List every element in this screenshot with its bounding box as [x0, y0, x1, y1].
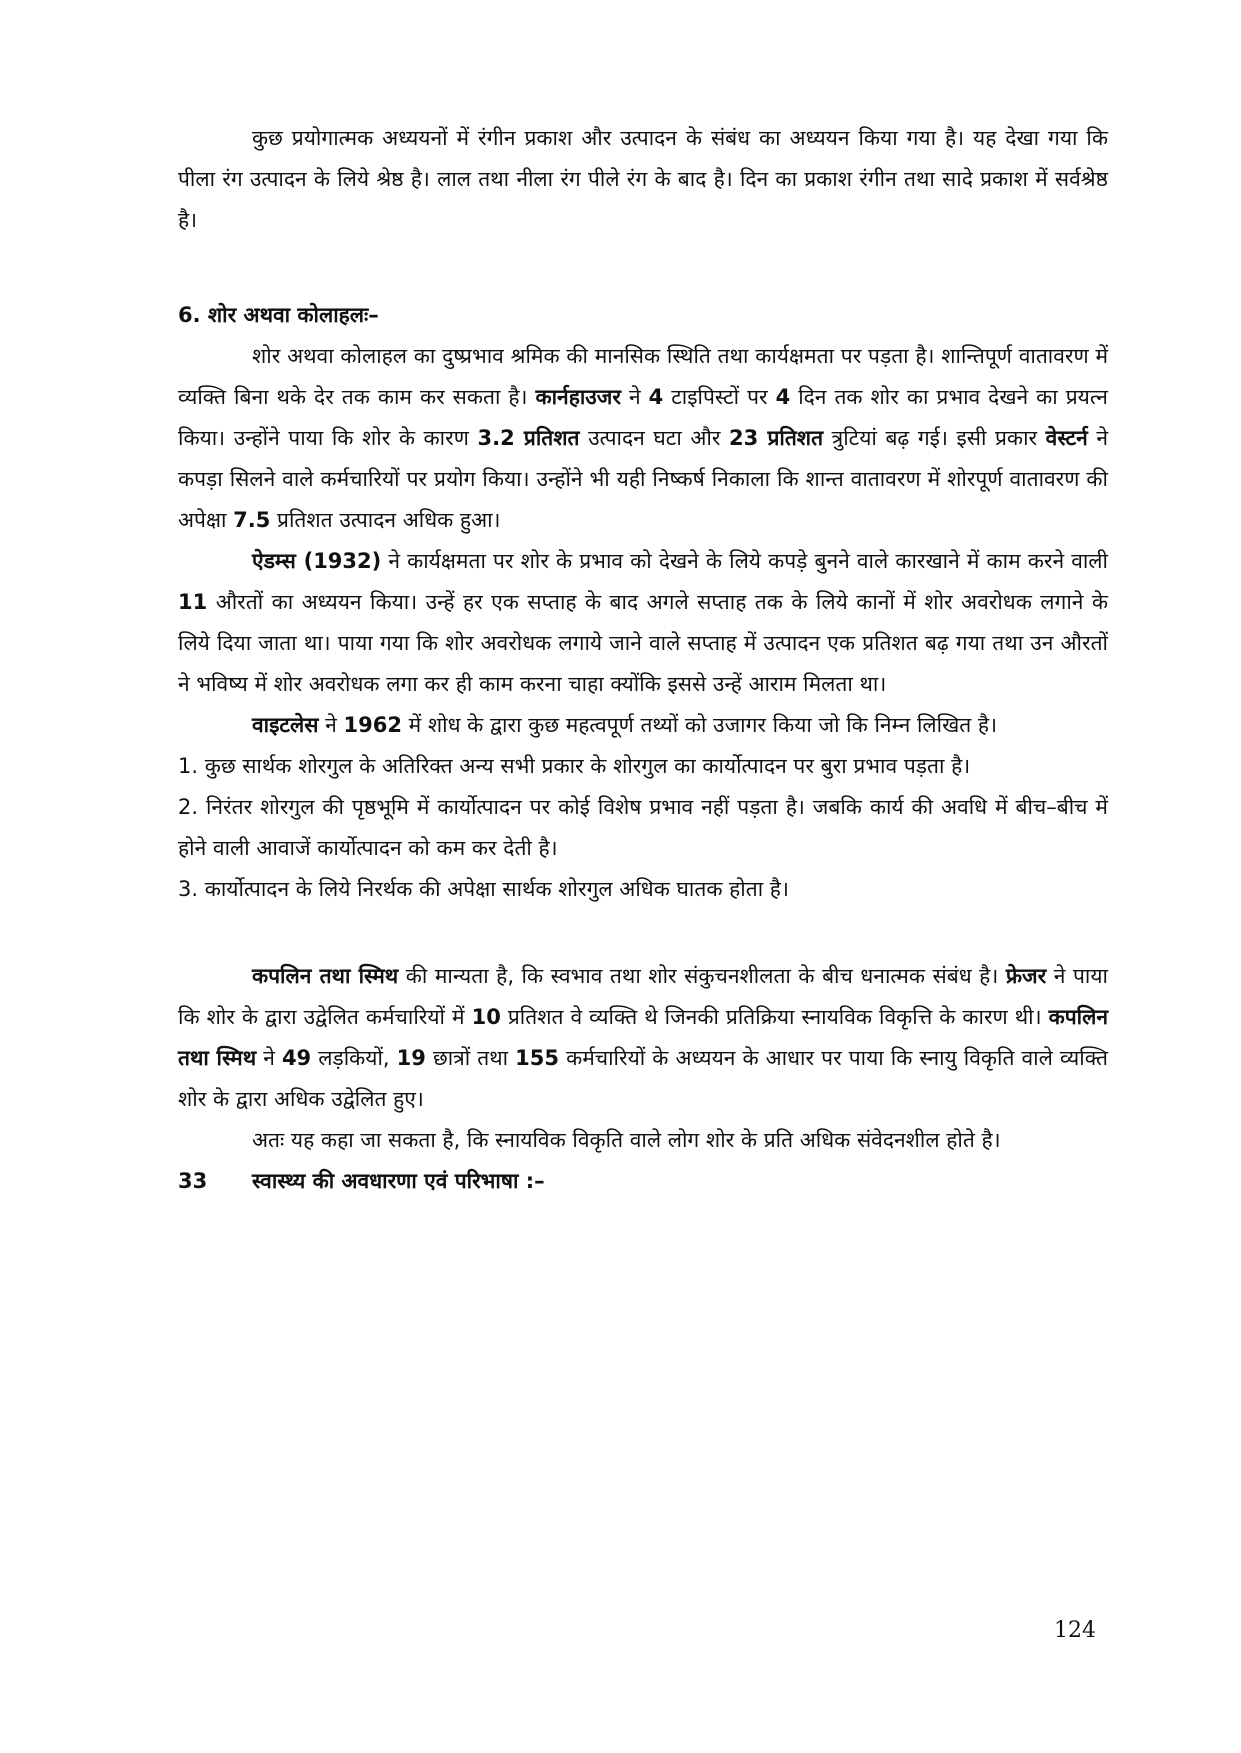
page-number: 124: [1054, 1618, 1096, 1643]
paragraph-colored-light: कुछ प्रयोगात्मक अध्ययनों में रंगीन प्रकाश और उत्पादन के संबंध का अध्ययन किया गया है। यह देखा गया कि पीला रंग उत्पादन के लिये श्रेष्ठ है। लाल तथा नीला रंग पीले रंग के बाद है। दिन का प्रकाश रंगीन तथा सादे प्रकाश में सर्वश्रेष्ठ है।: [178, 126, 1108, 232]
paragraph-noise-effects: शोर अथवा कोलाहल का दुष्प्रभाव श्रमिक की मानसिक स्थिति तथा कार्यक्षमता पर पड़ता है। शान्तिपूर्ण वातावरण में व्यक्ति बिना थके देर तक काम कर सकता है। कार्नहाउजर ने 4 टाइपिस्टों पर 4 दिन तक शोर का प्रभाव देखने का प्रयत्न किया। उन्होंने पाया कि शोर के कारण 3.2 प्रतिशत उत्पादन घटा और 23 प्रतिशत त्रुटियां बढ़ गई। इसी प्रकार वेस्टर्न ने कपड़ा सिलने वाले कर्मचारियों पर प्रयोग किया। उन्होंने भी यही निष्कर्ष निकाला कि शान्त वातावरण में शोरपूर्ण वातावरण की अपेक्षा 7.5 प्रतिशत उत्पादन अधिक हुआ।: [178, 344, 1108, 532]
bold-term: कपलिन तथा स्मिथ: [252, 964, 399, 988]
paragraph-whiteless-study: वाइटलेस ने 1962 में शोध के द्वारा कुछ महत्वपूर्ण तथ्यों को उजागर किया जो कि निम्न लिखित है।: [252, 713, 998, 737]
paragraph-adams-study: ऐडम्स (1932) ने कार्यक्षमता पर शोर के प्रभाव को देखने के लिये कपड़े बुनने वाले कारखाने में काम करने वाली 11 औरतों का अध्ययन किया। उन्हें हर एक सप्ताह के बाद अगले सप्ताह तक के लिये कानों में शोर अवरोधक लगाने के लिये दिया जाता था। पाया गया कि शोर अवरोधक लगाये जाने वाले सप्ताह में उत्पादन एक प्रतिशत बढ़ गया तथा उन औरतों ने भविष्य में शोर अवरोधक लगा कर ही काम करना चाहा क्योंकि इससे उन्हें आराम मिलता था।: [178, 549, 1108, 696]
paragraph-conclusion: अतः यह कहा जा सकता है, कि स्नायविक विकृति वाले लोग शोर के प्रति अधिक संवेदनशील होते है।: [252, 1128, 1001, 1152]
page-content: [178, 118, 1108, 1202]
paragraph-kaplin-smith: कपलिन तथा स्मिथ की मान्यता है, कि स्वभाव तथा शोर संकुचनशीलता के बीच धनात्मक संबंध है। फ्रेजर ने पाया कि शोर के द्वारा उद्वेलित कर्मचारियों में 10 प्रतिशत वे व्यक्ति थे जिनकी प्रतिक्रिया स्नायविक विकृत्ति के कारण थी। कपलिन तथा स्मिथ ने 49 लड़कियों, 19 छात्रों तथा 155 कर्मचारियों के अध्ययन के आधार पर पाया कि स्नायु विकृति वाले व्यक्ति शोर के द्वारा अधिक उद्वेलित हुए।: [178, 964, 1108, 1111]
bold-term: वेस्टर्न: [1045, 426, 1088, 450]
bold-term: कार्नहाउजर: [535, 385, 621, 409]
section-title: स्वास्थ्य की अवधारणा एवं परिभाषा :–: [252, 1169, 545, 1193]
heading-noise: 6. शोर अथवा कोलाहलः–: [178, 303, 379, 327]
list-item: 1. कुछ सार्थक शोरगुल के अतिरिक्त अन्य सभी प्रकार के शोरगुल का कार्योत्पादन पर बुरा प्रभाव पड़ता है।: [178, 754, 971, 778]
bold-term: ऐडम्स (1932): [252, 549, 382, 573]
bold-term: कपलिन तथा स्मिथ: [178, 1005, 1108, 1070]
bold-term: वाइटलेस: [252, 713, 319, 737]
list-item: 3. कार्योत्पादन के लिये निरर्थक की अपेक्षा सार्थक शोरगुल अधिक घातक होता है।: [178, 877, 789, 901]
bold-term: फ्रेजर: [1005, 964, 1047, 988]
list-item: 2. निरंतर शोरगुल की पृष्ठभूमि में कार्योत्पादन पर कोई विशेष प्रभाव नहीं पड़ता है। जबकि कार्य की अवधि में बीच–बीच में होने वाली आवाजें कार्योत्पादन को कम कर देती है।: [178, 795, 1108, 860]
section-heading: [178, 1161, 1108, 1202]
section-number: 33: [178, 1169, 208, 1193]
